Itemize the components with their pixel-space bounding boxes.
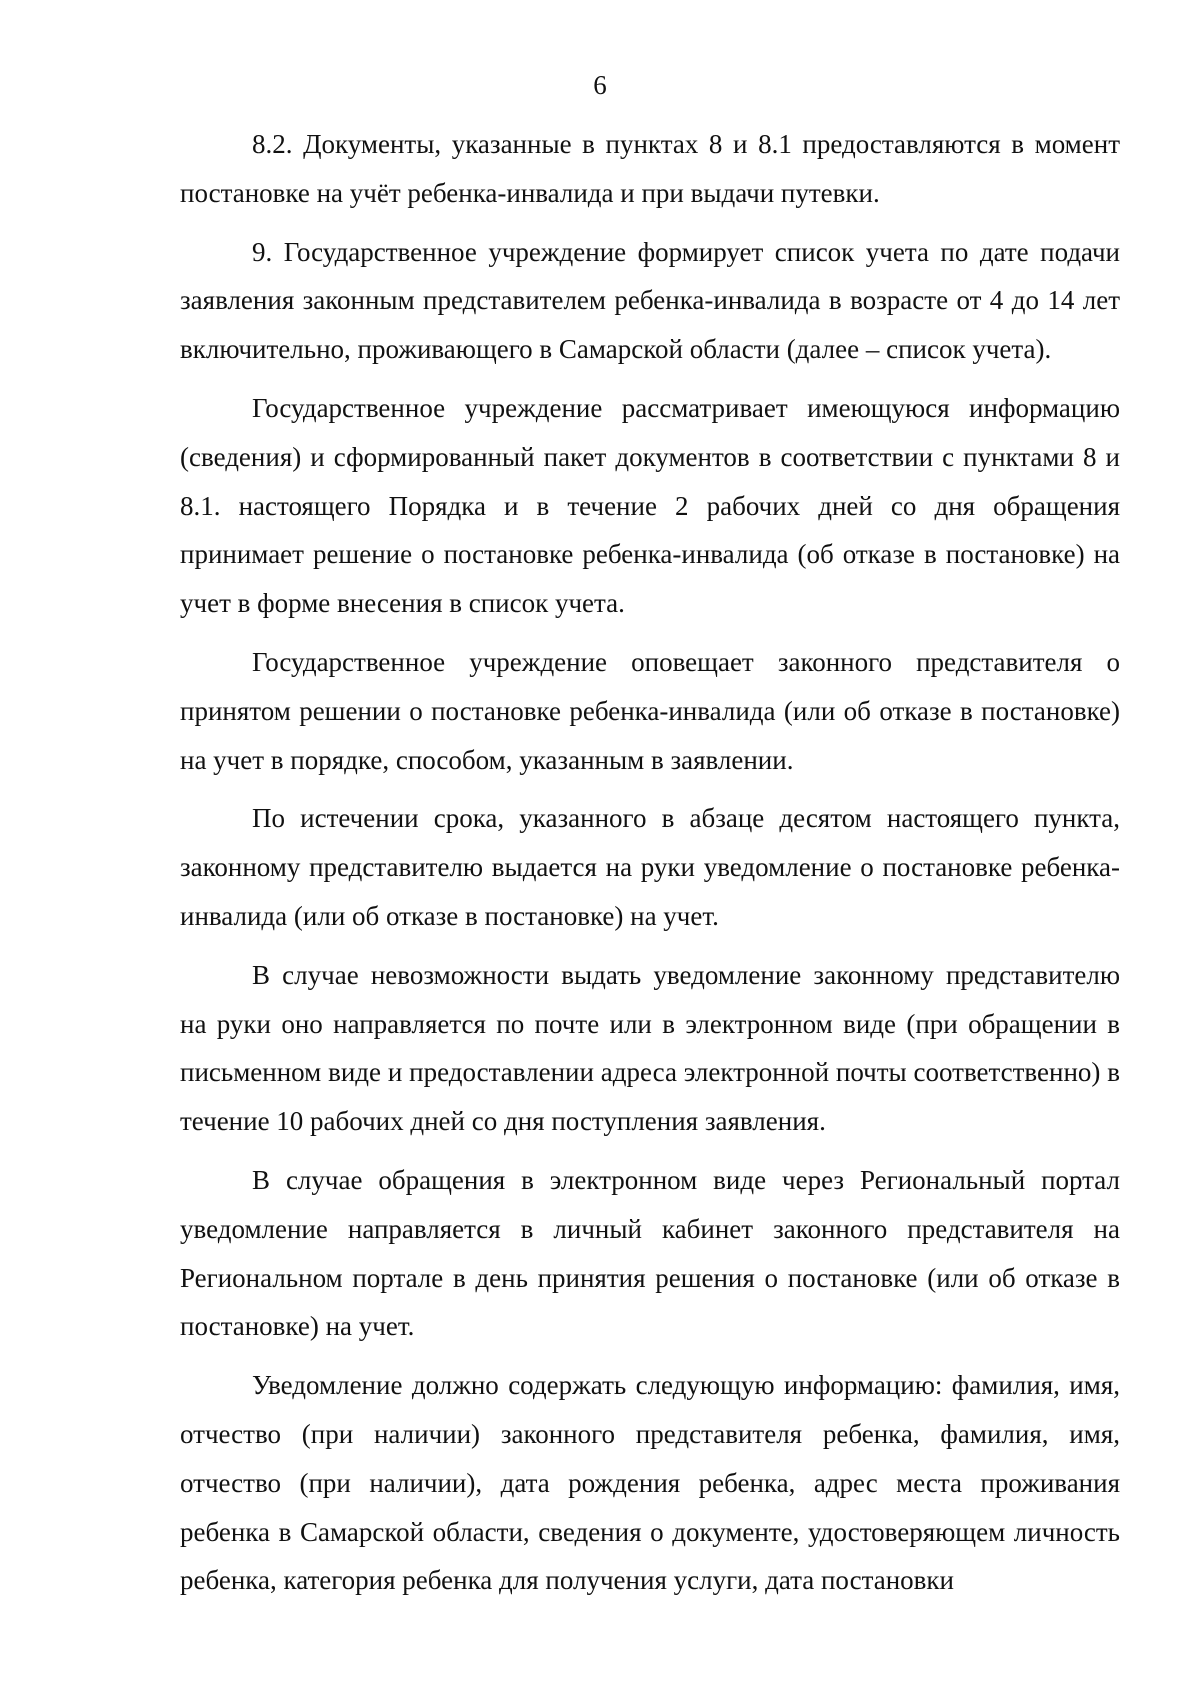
document-body	[180, 120, 1120, 1606]
paragraph-8-2: 8.2. Документы, указанные в пунктах 8 и 8.1 предоставляются в момент постановке на учёт ребенка-инвалида и при выдачи путевки.	[180, 129, 1120, 208]
paragraph-notice-content: Уведомление должно содержать следующую информацию: фамилия, имя, отчество (при наличии) законного представителя ребенка, фамилия, имя, отчество (при наличии), дата рождения ребенка, адрес места проживания ребенка в Самарской области, сведения о документе, удостоверяющем личность ребенка, категория ребенка для получения услуги, дата постановки	[180, 1370, 1120, 1596]
paragraph-notification: Государственное учреждение оповещает законного представителя о принятом решении о постановке ребенка-инвалида (или об отказе в постановке) на учет в порядке, способом, указанным в заявлении.	[180, 646, 1120, 775]
paragraph-electronic: В случае обращения в электронном виде через Региональный портал уведомление направляется в личный кабинет законного представителя на Региональном портале в день принятия решения о постановке (или об отказе в постановке) на учет.	[180, 1164, 1120, 1342]
paragraph-9: 9. Государственное учреждение формирует список учета по дате подачи заявления законным представителем ребенка-инвалида в возрасте от 4 до 14 лет включительно, проживающего в Самарской области (далее – список учета).	[180, 236, 1120, 365]
page-number: 6	[593, 70, 607, 100]
paragraph-mail-delivery: В случае невозможности выдать уведомление законному представителю на руки оно направляется по почте или в электронном виде (при обращении в письменном виде и предоставлении адреса электронной почты соответственно) в течение 10 рабочих дней со дня поступления заявления.	[180, 959, 1120, 1137]
paragraph-expiry: По истечении срока, указанного в абзаце десятом настоящего пункта, законному представителю выдается на руки уведомление о постановке ребенка-инвалида (или об отказе в постановке) на учет.	[180, 803, 1120, 931]
paragraph-review: Государственное учреждение рассматривает имеющуюся информацию (сведения) и сформированный пакет документов в соответствии с пунктами 8 и 8.1. настоящего Порядка и в течение 2 рабочих дней со дня обращения принимает решение о постановке ребенка-инвалида (об отказе в постановке) на учет в форме внесения в список учета.	[180, 392, 1120, 619]
